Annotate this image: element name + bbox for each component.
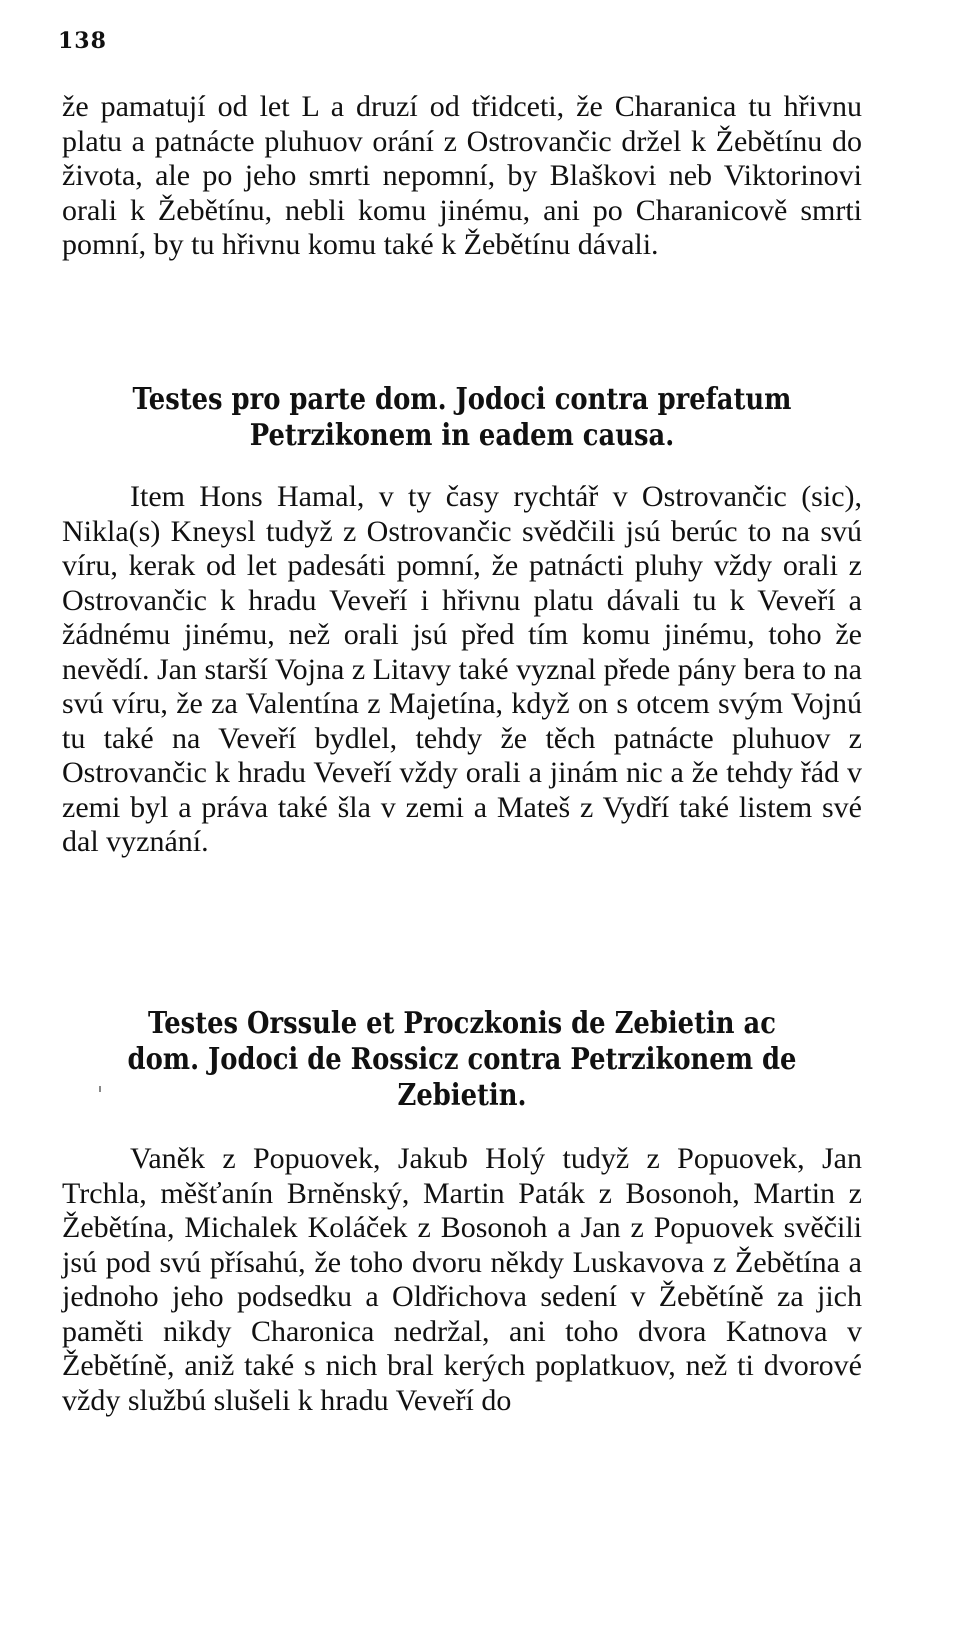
section-heading-witnesses-orssule: Testes Orssule et Proczkonis de Zebietin ac dom. Jodoci de Rossicz contra Petrzikonem de Zebietin. [127,1006,797,1113]
paragraph-testimony-ostrovancic: Item Hons Hamal, v ty časy rychtář v Ostrovančic (sic), Nikla(s) Kneysl tudyž z Ostrovančic svědčili jsú berúc to na svú víru, kerak od let padesáti pomní, že patnácti pluhy vždy orali z Ostrovančic k hradu Veveří i hřivnu platu dávali tu k Veveří a žádnému jinému, než orali jsú před tím komu jinému, toho že nevědí. Jan starší Vojna z Litavy také vyznal přede pány bera to na svú víru, že za Valentína z Majetína, když on s otcem svým Vojnú tu také na Veveří bydlel, tehdy že těch patnácte pluhuov z Ostrovančic k hradu Veveří vždy orali a jinám nic a že tehdy řád v zemi byl a práva také šla v zemi a Mateš z Vydří také listem své dal vyznání. [62,480,862,858]
page-number: 138 [58,28,107,54]
section-heading-witnesses-jodocus: Testes pro parte dom. Jodoci contra prefatum Petrzikonem in eadem causa. [132,382,792,453]
paragraph-continuation: že pamatují od let L a druzí od třidceti, že Charanica tu hřivnu platu a patnácte pluhuov orání z Ostrovančic držel k Žebětínu do života, ale po jeho smrti nepomní, by Blaškovi neb Viktorinovi orali k Žebětínu, nebli komu jinému, ani po Charanicově smrti pomní, by tu hřivnu komu také k Žebětínu dávali. [62,90,862,261]
print-speck [99,1086,101,1092]
paragraph-testimony-popuovek: Vaněk z Popuovek, Jakub Holý tudyž z Popuovek, Jan Trchla, měšťanín Brněnský, Martin Paták z Bosonoh, Martin z Žebětína, Michalek Koláček z Bosonoh a Jan z Popuovek svěčili jsú pod svú přísahú, že toho dvoru někdy Luskavova z Žebětína a jednoho jeho podsedku a Oldřichova sedení v Žebětíně za jich paměti nikdy Charonica nedržal, ani toho dvora Katnova v Žebětíně, aniž také s nich bral kerých poplatkuov, než ti dvorové vždy službú slušeli k hradu Veveří do [62,1142,862,1417]
